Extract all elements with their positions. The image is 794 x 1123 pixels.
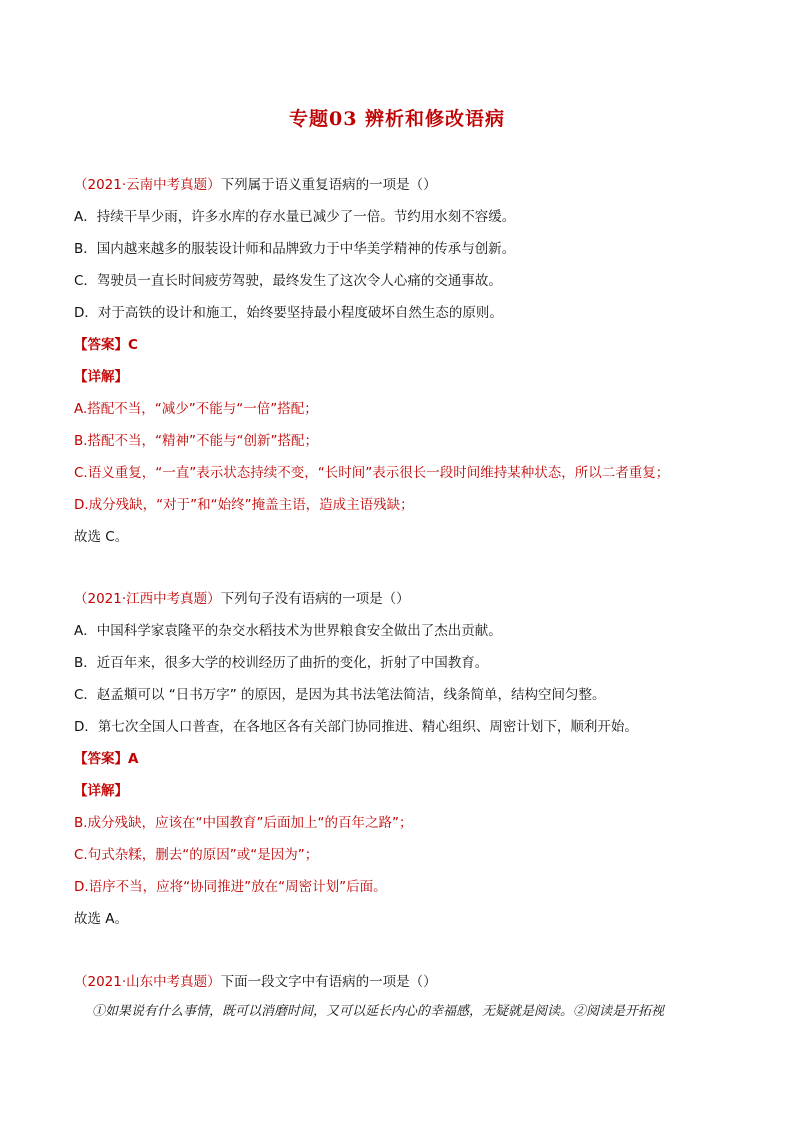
question-1-option-a: A．持续干旱少雨，许多水库的存水量已减少了一倍。节约用水刻不容缓。 (74, 209, 516, 225)
question-1-heading (74, 176, 437, 194)
question-3-passage: ①如果说有什么事情，既可以消磨时间，又可以延长内心的幸福感，无疑就是阅读。②阅读是开拓视 (92, 1004, 665, 1019)
question-1-detail-label: 【详解】 (74, 369, 128, 385)
question-2-option-d: D．第七次全国人口普查，在各地区各有关部门协同推进、精心组织、周密计划下，顺利开始。 (74, 719, 638, 735)
question-2-option-a: A．中国科学家袁隆平的杂交水稻技术为世界粮食安全做出了杰出贡献。 (74, 623, 502, 639)
question-2-stem: 下列句子没有语病的一项是（） (220, 591, 410, 607)
question-1-conclusion: 故选 C。 (74, 529, 129, 545)
question-1-detail-a: A.搭配不当，“减少”不能与“一倍”搭配； (74, 401, 318, 417)
question-1-stem: 下列属于语义重复语病的一项是（） (220, 177, 437, 193)
question-1-answer-label: 【答案】 (74, 337, 128, 353)
question-2-answer-value: A (128, 751, 139, 767)
question-2-option-b: B．近百年来，很多大学的校训经历了曲折的变化，折射了中国教育。 (74, 655, 489, 671)
question-2-detail-c: C.句式杂糅，删去“的原因”或“是因为”； (74, 847, 319, 863)
question-1-source: （2021·云南中考真题） (74, 177, 221, 193)
question-1-answer (74, 336, 138, 354)
question-3-stem: 下面一段文字中有语病的一项是（） (220, 974, 437, 990)
question-2-detail-d: D.语序不当，应将“协同推进”放在“周密计划”后面。 (74, 879, 387, 895)
question-1-option-d: D．对于高铁的设计和施工，始终要坚持最小程度破坏自然生态的原则。 (74, 305, 503, 321)
question-2-detail-label: 【详解】 (74, 783, 128, 799)
question-1-answer-value: C (128, 337, 138, 353)
question-1-option-c: C．驾驶员一直长时间疲劳驾驶，最终发生了这次令人心痛的交通事故。 (74, 273, 502, 289)
question-2-detail-b: B.成分残缺，应该在“中国教育”后面加上“的百年之路”； (74, 815, 413, 831)
question-3-source: （2021·山东中考真题） (74, 974, 221, 990)
question-2-heading (74, 590, 410, 608)
question-1-detail-b: B.搭配不当，“精神”不能与“创新”搭配； (74, 433, 319, 449)
question-1-detail-d: D.成分残缺，“对于”和“始终”掩盖主语，造成主语残缺； (74, 497, 414, 513)
question-2-source: （2021·江西中考真题） (74, 591, 221, 607)
question-2-option-c: C．赵孟頫可以 “日书万字” 的原因，是因为其书法笔法简洁，线条简单，结构空间匀整。 (74, 687, 606, 703)
question-2-answer (74, 750, 138, 768)
question-2-conclusion: 故选 A。 (74, 911, 129, 927)
question-1-option-b: B．国内越来越多的服装设计师和品牌致力于中华美学精神的传承与创新。 (74, 241, 516, 257)
question-2-answer-label: 【答案】 (74, 751, 128, 767)
page-title: 专题03 辨析和修改语病 (288, 108, 506, 130)
question-1-detail-c: C.语义重复，“一直”表示状态持续不变，“长时间”表示很长一段时间维持某种状态，所以二者重复； (74, 465, 670, 481)
question-3-heading (74, 973, 437, 991)
